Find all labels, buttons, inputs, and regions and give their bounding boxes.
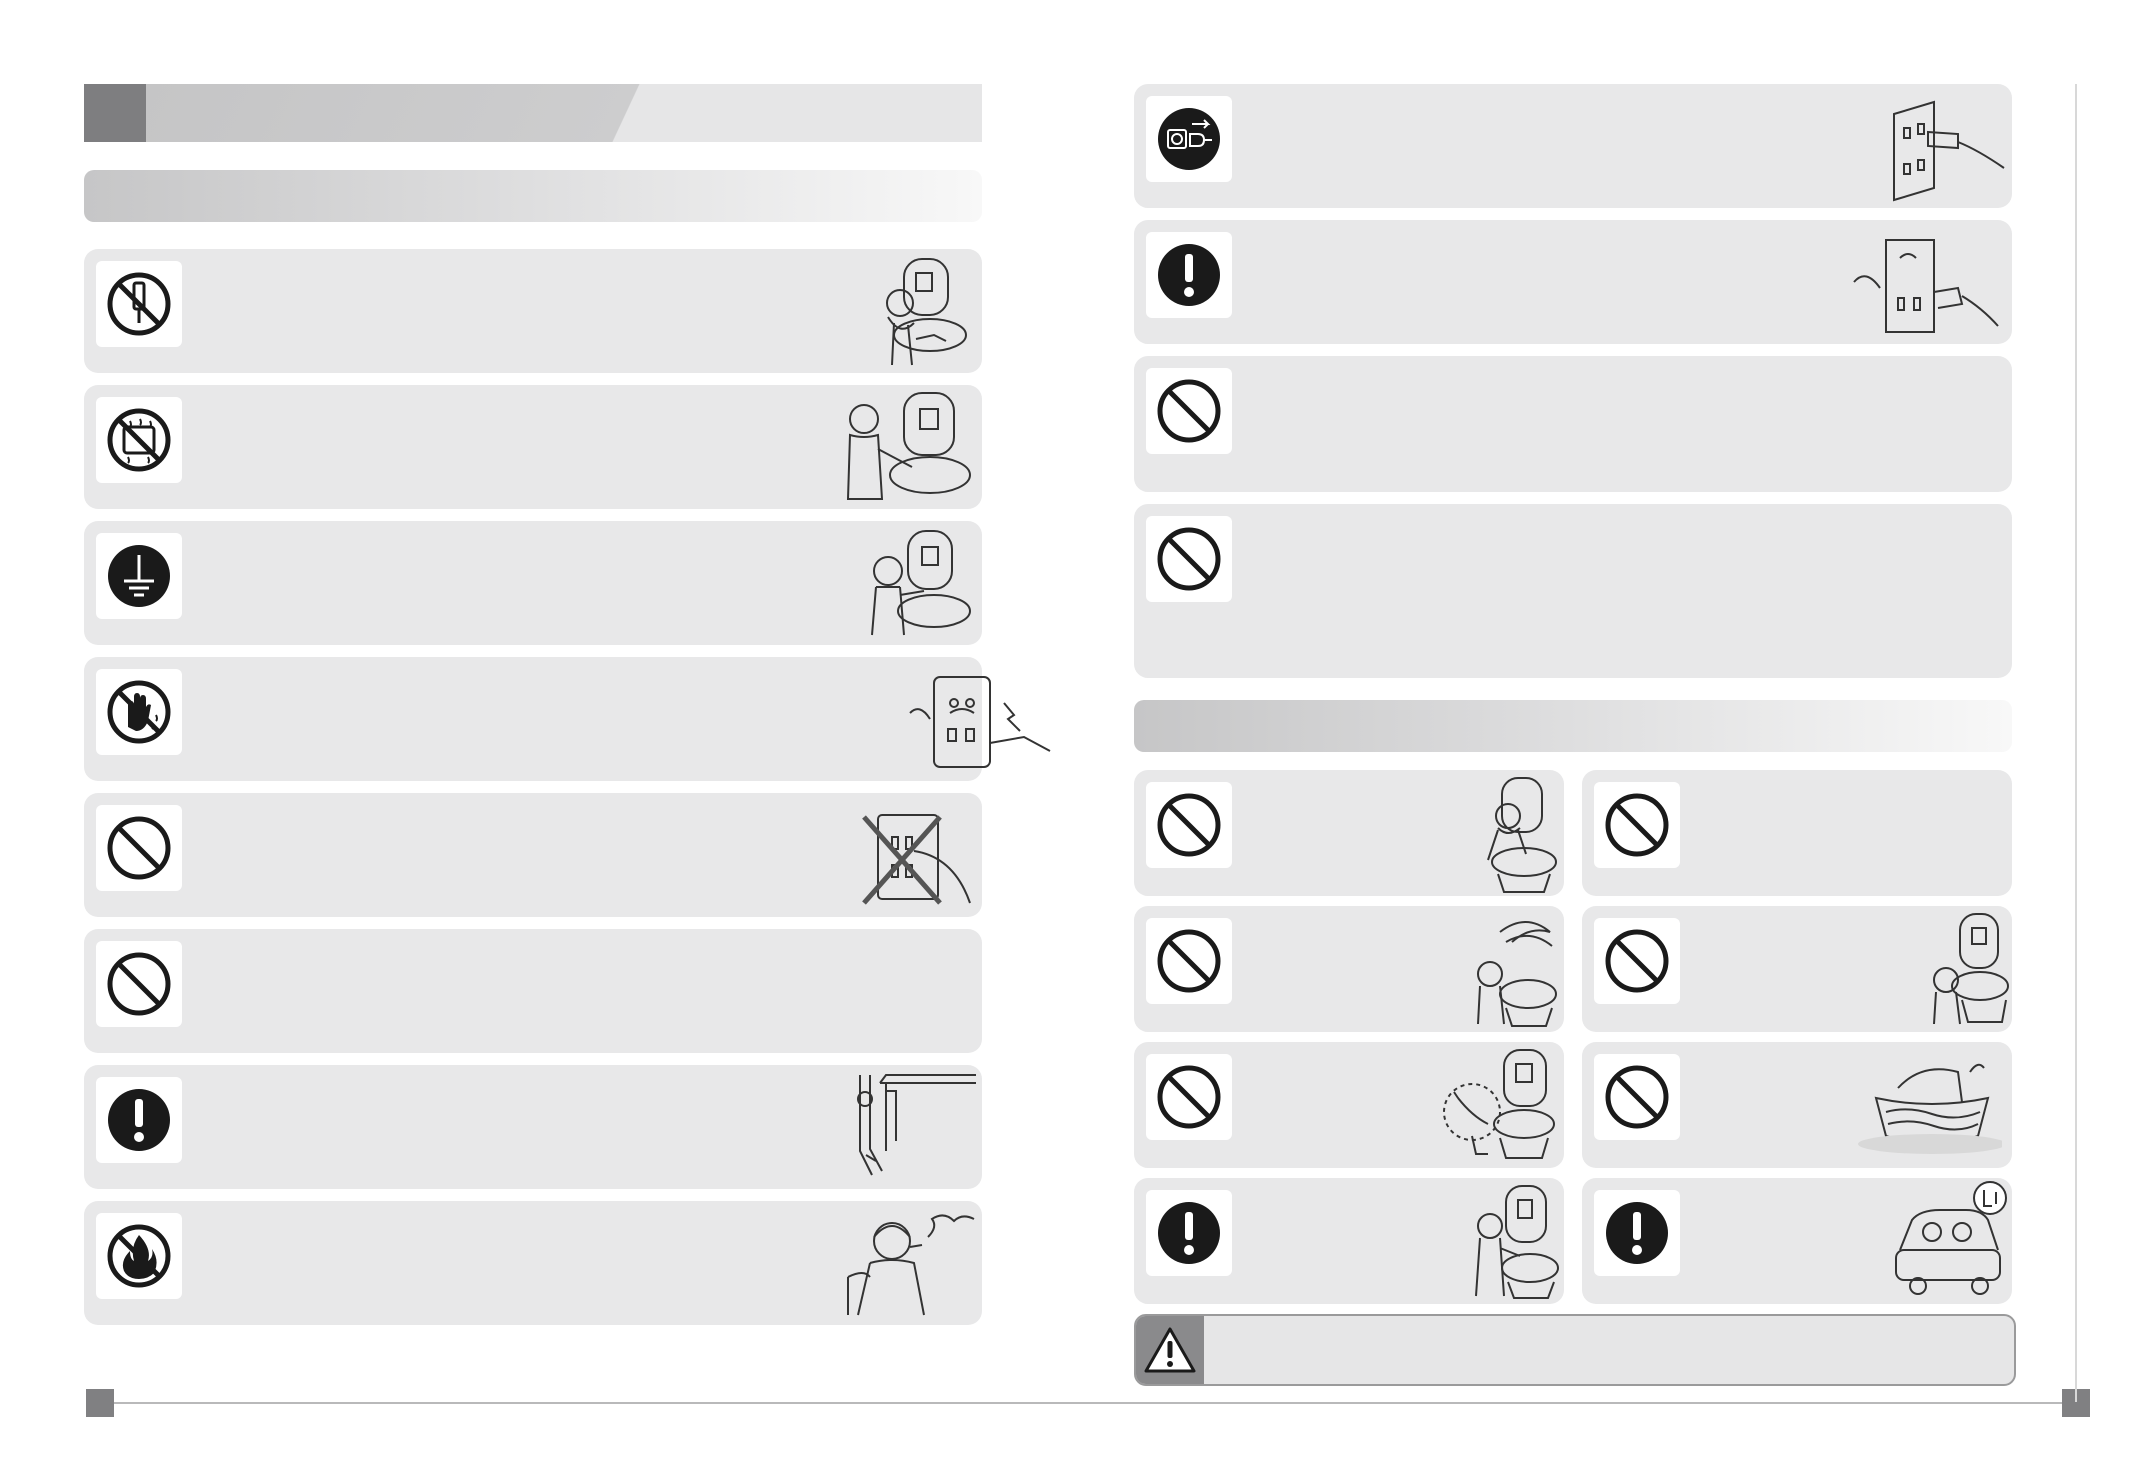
warning-card-6 — [84, 929, 982, 1053]
warning-triangle-icon — [1142, 1325, 1198, 1375]
illustration-seat-in-basin — [1852, 1052, 2002, 1158]
icon-frame — [1146, 232, 1232, 318]
icon-frame — [1146, 516, 1232, 602]
illustration-car-passengers — [1890, 1180, 2010, 1298]
prohibition-icon — [1602, 1062, 1672, 1132]
footer-marker-left — [86, 1389, 114, 1417]
icon-frame — [1146, 1190, 1232, 1276]
warning-card-2 — [84, 385, 982, 509]
warning-card-11 — [1134, 356, 2012, 492]
no-fire-icon — [104, 1221, 174, 1291]
icon-frame — [1146, 1054, 1232, 1140]
icon-frame — [96, 261, 182, 347]
section-header-band — [84, 84, 982, 142]
illustration-child-cleaning-seat — [1464, 1182, 1560, 1300]
header-tab — [84, 84, 146, 142]
caution-tab — [1136, 1316, 1204, 1384]
mandatory-icon — [104, 1085, 174, 1155]
warning-card-5 — [84, 793, 982, 917]
icon-frame — [96, 805, 182, 891]
no-wet-hands-icon — [104, 677, 174, 747]
warning-card-7 — [84, 1065, 982, 1189]
illustration-outlet-cord — [1846, 228, 2002, 338]
caution-card-8 — [1582, 1178, 2012, 1304]
illustration-man-smoking — [834, 1207, 984, 1319]
prohibition-icon — [1154, 376, 1224, 446]
footer-rule — [108, 1402, 2062, 1404]
no-disassembly-icon — [104, 269, 174, 339]
illustration-child-on-seat — [1468, 774, 1560, 894]
prohibition-icon — [1154, 790, 1224, 860]
section-bar-cautions — [1134, 700, 2012, 752]
warning-card-12 — [1134, 504, 2012, 678]
caution-card-4 — [1582, 906, 2012, 1032]
illustration-pulling-plug — [1874, 92, 2008, 202]
caution-card-6 — [1582, 1042, 2012, 1168]
icon-frame — [1146, 96, 1232, 182]
caution-card-1 — [1134, 770, 1564, 896]
mandatory-icon — [1154, 240, 1224, 310]
warning-card-4 — [84, 657, 982, 781]
illustration-child-beside-toilet — [1922, 910, 2012, 1028]
warning-card-9 — [1134, 84, 2012, 208]
prohibition-icon — [104, 949, 174, 1019]
icon-frame — [1146, 782, 1232, 868]
prohibition-icon — [1602, 790, 1672, 860]
illustration-crossed-outlet — [844, 807, 974, 907]
illustration-hose-detail — [1438, 1046, 1560, 1164]
icon-frame — [96, 941, 182, 1027]
caution-card-3 — [1134, 906, 1564, 1032]
mandatory-icon — [1154, 1198, 1224, 1268]
page-edge-rule — [2075, 84, 2077, 1402]
warning-card-8 — [84, 1201, 982, 1325]
caution-card-7 — [1134, 1178, 1564, 1304]
warning-card-1 — [84, 249, 982, 373]
icon-frame — [1146, 368, 1232, 454]
illustration-person-wiping-seat — [834, 389, 974, 505]
prohibition-icon — [1154, 926, 1224, 996]
illustration-child-at-seat — [854, 525, 974, 641]
prohibition-icon — [1154, 1062, 1224, 1132]
icon-frame — [96, 1077, 182, 1163]
illustration-water-valve — [830, 1071, 980, 1183]
section-bar-warnings — [84, 170, 982, 222]
icon-frame — [1594, 1054, 1680, 1140]
no-water-spray-icon — [104, 405, 174, 475]
illustration-child-lid — [1460, 912, 1560, 1028]
caution-card-2 — [1582, 770, 2012, 896]
caution-card-5 — [1134, 1042, 1564, 1168]
warning-card-10 — [1134, 220, 2012, 344]
prohibition-icon — [104, 813, 174, 883]
icon-frame — [1146, 918, 1232, 1004]
ground-icon — [104, 541, 174, 611]
mandatory-icon — [1602, 1198, 1672, 1268]
illustration-child-opening-seat — [864, 253, 974, 369]
icon-frame — [96, 533, 182, 619]
prohibition-icon — [1602, 926, 1672, 996]
icon-frame — [1594, 1190, 1680, 1276]
icon-frame — [1594, 782, 1680, 868]
illustration-outlet-plug — [904, 663, 1064, 779]
icon-frame — [96, 397, 182, 483]
icon-frame — [96, 669, 182, 755]
unplug-icon — [1154, 104, 1224, 174]
caution-strip — [1134, 1314, 2016, 1386]
icon-frame — [96, 1213, 182, 1299]
prohibition-icon — [1154, 524, 1224, 594]
warning-card-3 — [84, 521, 982, 645]
icon-frame — [1594, 918, 1680, 1004]
